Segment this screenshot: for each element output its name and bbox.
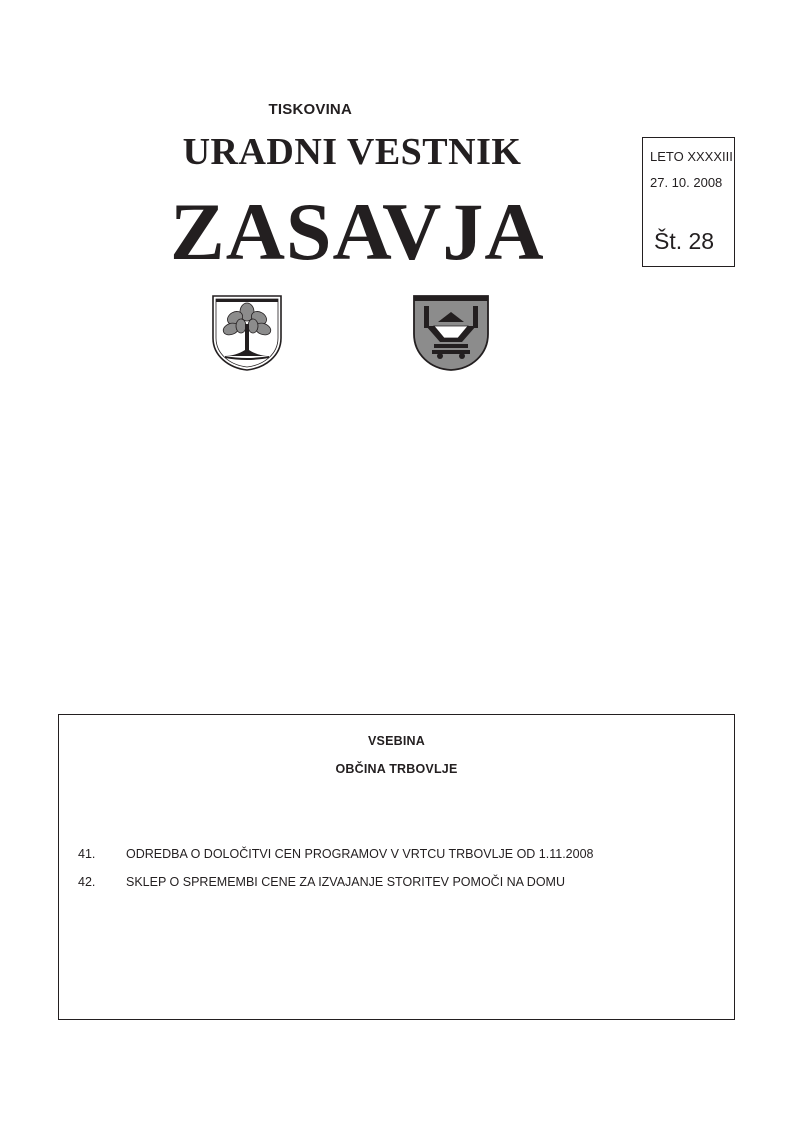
table-of-contents xyxy=(58,714,735,1020)
mine-cart-coat-of-arms-icon xyxy=(412,294,490,372)
oak-tree-coat-of-arms-icon xyxy=(211,294,283,372)
item-title: ODREDBA O DOLOČITVI CEN PROGRAMOV V VRTCU TRBOVLJE OD 1.11.2008 xyxy=(126,847,594,861)
contents-heading: VSEBINA xyxy=(368,734,425,748)
issue-number: Št. 28 xyxy=(654,228,715,254)
issue-info-box xyxy=(642,137,735,267)
masthead-title-line2: ZASAVJA xyxy=(170,186,545,277)
item-title: SKLEP O SPREMEMBI CENE ZA IZVAJANJE STORITEV POMOČI NA DOMU xyxy=(126,875,565,889)
issue-date: 27. 10. 2008 xyxy=(650,175,723,190)
municipality-heading: OBČINA TRBOVLJE xyxy=(335,762,458,776)
item-number: 42. xyxy=(78,875,96,889)
item-number: 41. xyxy=(78,847,96,861)
masthead-title-line1: URADNI VESTNIK xyxy=(182,131,522,173)
issue-year: LETO XXXXIII xyxy=(650,149,733,164)
